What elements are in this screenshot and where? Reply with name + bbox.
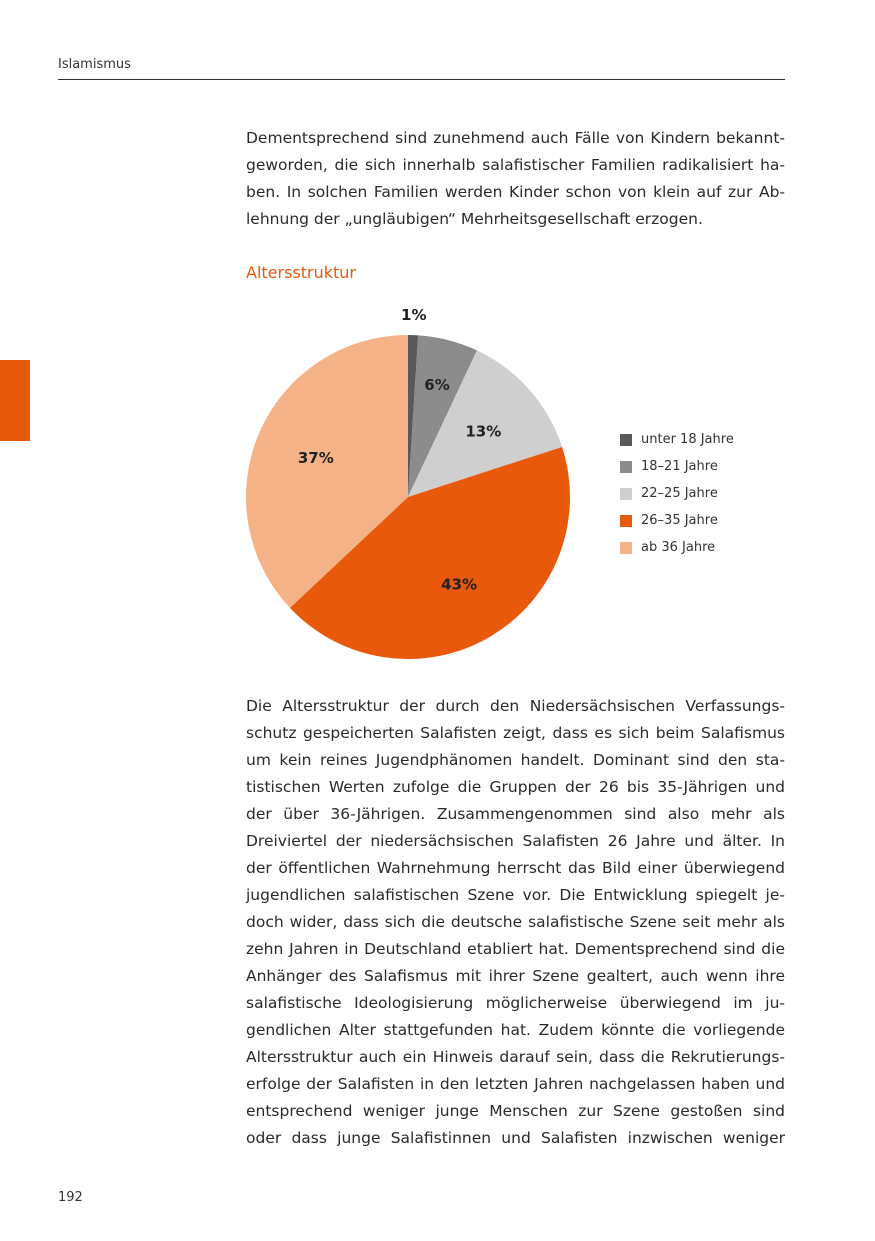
legend-swatch: [620, 488, 632, 500]
paragraph-intro: [246, 125, 785, 233]
text-line: oder dass junge Salafistinnen und Salafisten inzwischen weniger: [246, 1129, 785, 1147]
chart-legend: [620, 426, 734, 561]
text-line: entsprechend weniger junge Menschen zur Szene gestoßen sind: [246, 1102, 785, 1120]
text-line: Dreiviertel der niedersächsischen Salafisten 26 Jahre und älter. In: [246, 832, 785, 850]
chart-title: Altersstruktur: [246, 263, 357, 282]
pie-data-label-4: 43%: [441, 575, 478, 594]
paragraph-analysis: [246, 693, 785, 1152]
text-line: tistischen Werten zufolge die Gruppen der 26 bis 35-Jährigen und: [246, 778, 785, 796]
text-line: zehn Jahren in Deutschland etabliert hat. Dementsprechend sind die: [246, 940, 785, 958]
text-line: jugendlichen salafistischen Szene vor. Die Entwicklung spiegelt je-: [246, 886, 785, 904]
text-line: ben. In solchen Familien werden Kinder schon von klein auf zur Ab-: [246, 183, 785, 201]
text-line: Dementsprechend sind zunehmend auch Fälle von Kindern bekannt-: [246, 129, 785, 147]
legend-item: [620, 480, 734, 507]
legend-swatch: [620, 542, 632, 554]
text-line: Die Altersstruktur der durch den Niedersächsischen Verfassungs-: [246, 697, 785, 715]
text-line: salafistische Ideologisierung möglicherweise überwiegend im ju-: [246, 994, 785, 1012]
legend-item: [620, 453, 734, 480]
legend-label: unter 18 Jahre: [641, 432, 734, 447]
pie-data-label-1: 1%: [401, 306, 427, 325]
legend-item: [620, 534, 734, 561]
text-line: der öffentlichen Wahrnehmung herrscht das Bild einer überwiegend: [246, 859, 785, 877]
legend-item: [620, 426, 734, 453]
pie-chart: [230, 300, 590, 680]
pie-data-label-5: 37%: [297, 449, 334, 468]
page-number: 192: [58, 1190, 83, 1205]
chapter-side-tab: [0, 360, 30, 441]
legend-swatch: [620, 515, 632, 527]
pie-data-label-3: 13%: [465, 422, 502, 441]
text-line: lehnung der „ungläubigen“ Mehrheitsgesellschaft erzogen.: [246, 210, 703, 228]
text-line: erfolge der Salafisten in den letzten Jahren nachgelassen haben und: [246, 1075, 785, 1093]
legend-label: 22–25 Jahre: [641, 486, 718, 501]
text-line: Anhänger des Salafismus mit ihrer Szene gealtert, auch wenn ihre: [246, 967, 785, 985]
text-line: Altersstruktur auch ein Hinweis darauf sein, dass die Rekrutierungs-: [246, 1048, 785, 1066]
text-line: um kein reines Jugendphänomen handelt. Dominant sind den sta-: [246, 751, 785, 769]
text-line: geworden, die sich innerhalb salafistischer Familien radikalisiert ha-: [246, 156, 785, 174]
text-line: doch wider, dass sich die deutsche salafistische Szene seit mehr als: [246, 913, 785, 931]
pie-data-label-2: 6%: [424, 376, 450, 395]
legend-item: [620, 507, 734, 534]
text-line: schutz gespeicherten Salafisten zeigt, dass es sich beim Salafismus: [246, 724, 785, 742]
header-rule: [58, 79, 785, 80]
legend-swatch: [620, 434, 632, 446]
legend-label: 18–21 Jahre: [641, 459, 718, 474]
text-line: gendlichen Alter stattgefunden hat. Zudem könnte die vorliegende: [246, 1021, 785, 1039]
legend-label: ab 36 Jahre: [641, 540, 716, 555]
running-title: Islamismus: [58, 57, 131, 72]
text-line: der über 36-Jährigen. Zusammengenommen sind also mehr als: [246, 805, 785, 823]
legend-label: 26–35 Jahre: [641, 513, 718, 528]
legend-swatch: [620, 461, 632, 473]
